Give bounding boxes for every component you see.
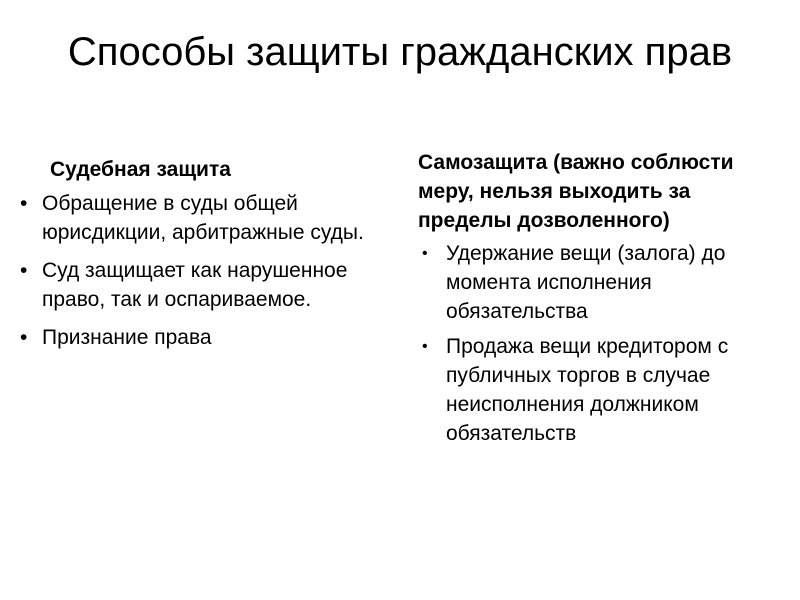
bullet-icon: • — [422, 338, 428, 355]
list-item — [20, 189, 390, 247]
list-item — [20, 323, 390, 352]
list-item-text: Признание права — [42, 326, 212, 349]
bullet-icon: • — [422, 245, 428, 262]
list-item-text: Удержание вещи (залога) до момента исполнения обязательства — [446, 242, 726, 323]
list-item — [418, 332, 746, 448]
left-column — [20, 148, 390, 361]
left-list — [20, 189, 390, 352]
right-list — [418, 239, 788, 448]
right-heading: Самозащита (важно соблюсти меру, нельзя выходить за пределы дозволенного) — [418, 151, 734, 232]
list-item-text: Продажа вещи кредитором с публичных торгов в случае неисполнения должником обязательств — [446, 335, 729, 445]
slide-title: Способы защиты гражданских прав — [67, 30, 733, 74]
right-column — [418, 148, 788, 454]
bullet-icon: • — [20, 326, 28, 349]
left-heading: Судебная защита — [50, 158, 231, 181]
list-item — [20, 256, 390, 314]
list-item — [418, 239, 746, 326]
bullet-icon: • — [20, 259, 28, 282]
bullet-icon: • — [20, 192, 28, 215]
list-item-text: Обращение в суды общей юрисдикции, арбитражные суды. — [42, 192, 364, 244]
list-item-text: Суд защищает как нарушенное право, так и оспариваемое. — [42, 259, 348, 311]
